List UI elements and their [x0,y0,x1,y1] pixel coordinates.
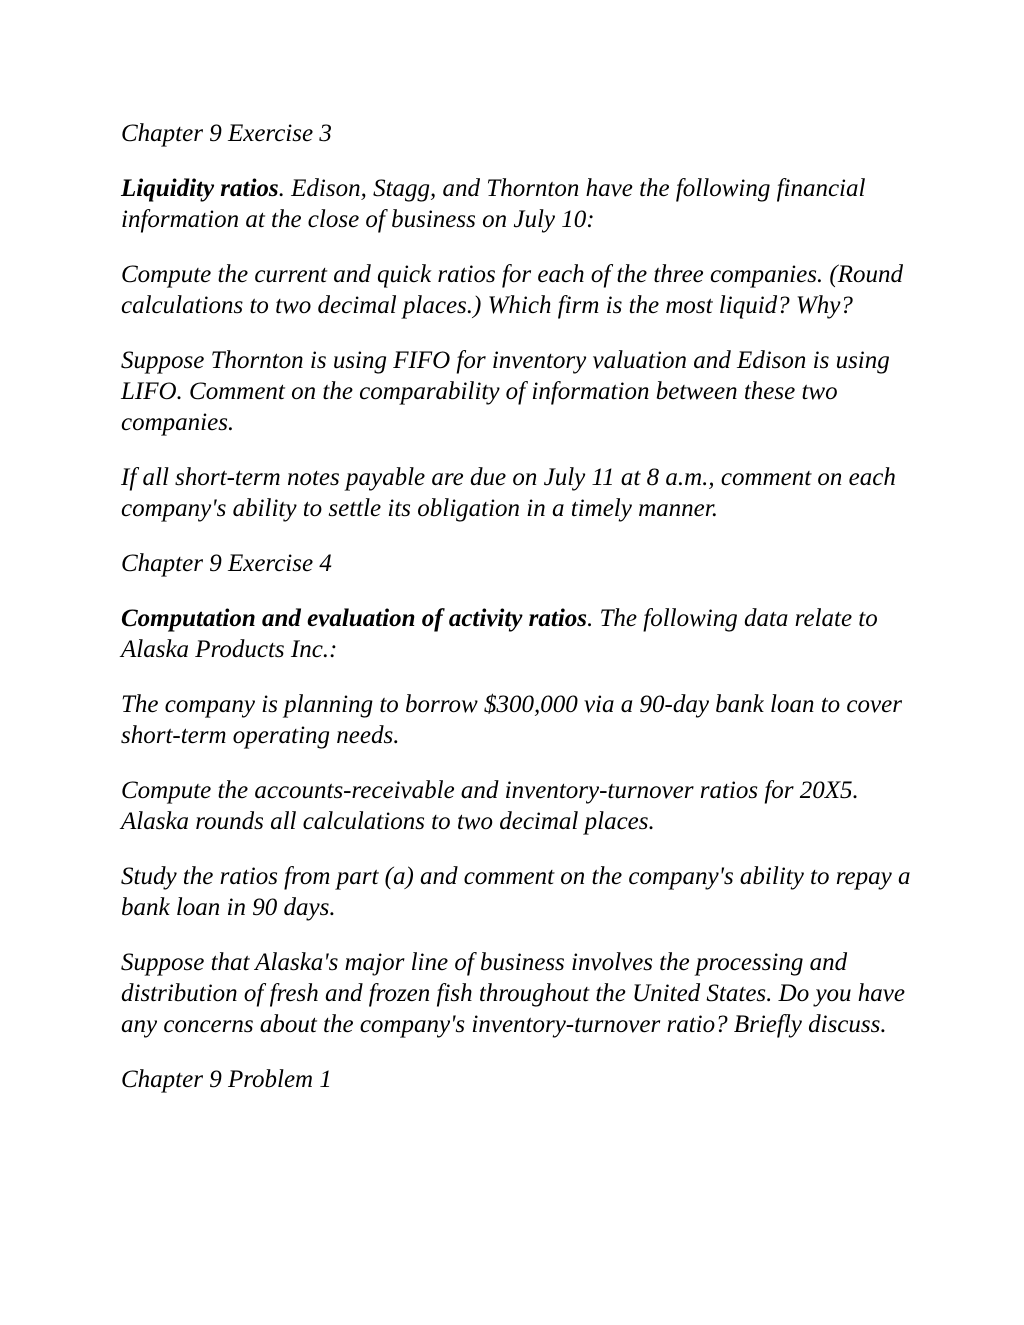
exercise-4-part-c: Suppose that Alaska's major line of business involves the processing and distribution of fresh and frozen fish throughout the United States. Do you have any concerns about the company's inventory-turnover ratio? Briefly discuss. [121,949,905,1038]
exercise-3-intro-text: . Edison, Stagg, and Thornton have the following financial information at the close of business on July 10: [121,175,866,233]
exercise-3-part-b: Suppose Thornton is using FIFO for inventory valuation and Edison is using LIFO. Comment on the comparability of information between these two companies. [121,347,890,436]
exercise-4-part-a: Compute the accounts-receivable and inventory-turnover ratios for 20X5. Alaska rounds all calculations to two decimal places. [121,777,859,835]
problem-1-heading: Chapter 9 Problem 1 [121,1066,332,1093]
exercise-3-intro [121,173,911,235]
exercise-3-topic: Liquidity ratios [121,175,279,202]
exercise-4-topic: Computation and evaluation of activity ratios [121,605,588,632]
exercise-4-loan-note: The company is planning to borrow $300,000 via a 90-day bank loan to cover short-term operating needs. [121,691,902,749]
exercise-3-heading: Chapter 9 Exercise 3 [121,120,332,147]
exercise-3-part-c: If all short-term notes payable are due on July 11 at 8 a.m., comment on each company's ability to settle its obligation in a timely manner. [121,464,896,522]
exercise-3-part-a: Compute the current and quick ratios for each of the three companies. (Round calculations to two decimal places.) Which firm is the most liquid? Why? [121,261,904,319]
document-page [121,118,911,1119]
exercise-4-intro-text: . The following data relate to Alaska Products Inc.: [121,605,878,663]
exercise-4-intro [121,603,911,665]
exercise-4-part-b: Study the ratios from part (a) and comment on the company's ability to repay a bank loan in 90 days. [121,863,911,921]
exercise-4-heading: Chapter 9 Exercise 4 [121,550,332,577]
